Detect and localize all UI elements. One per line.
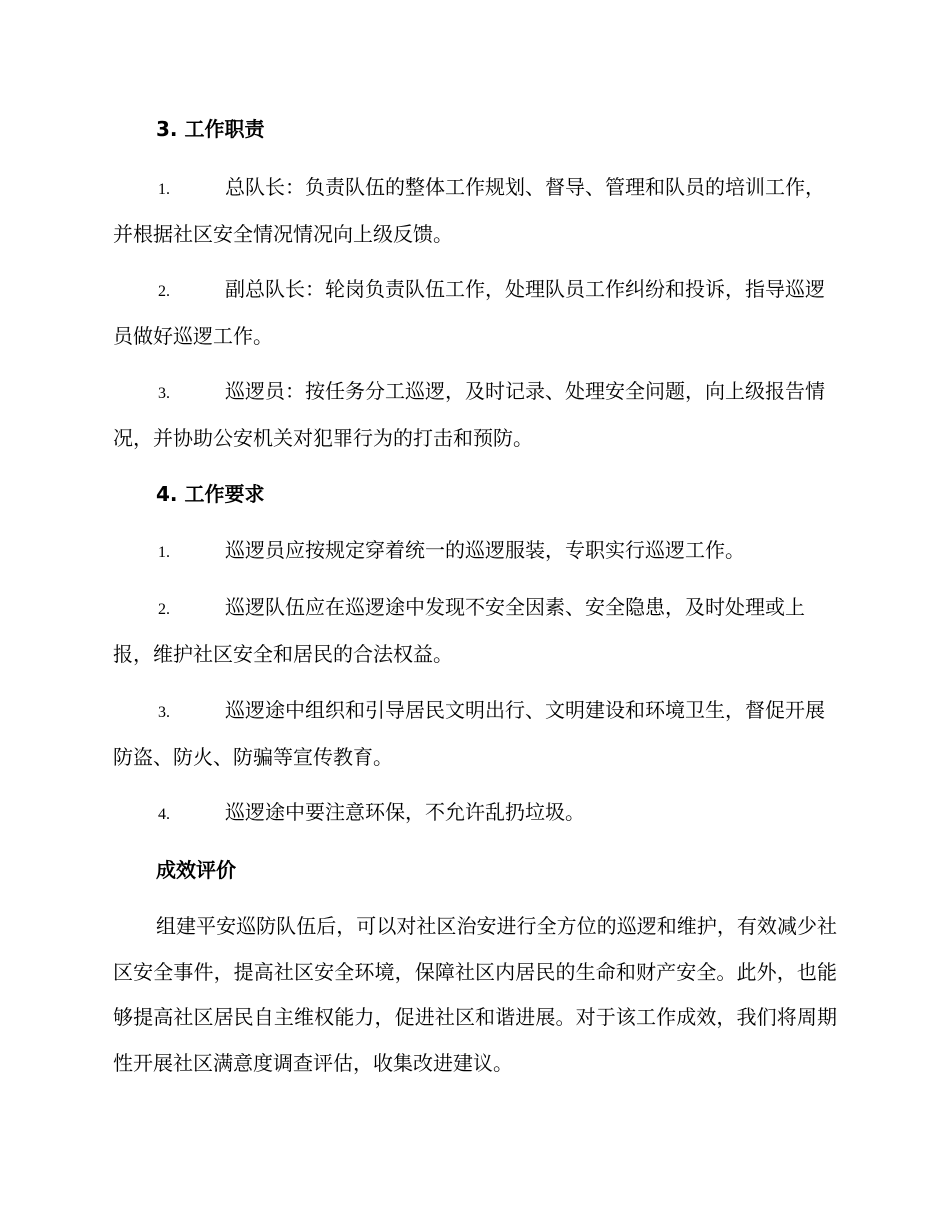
list-item-text: 总队长：负责队伍的整体工作规划、督导、管理和队员的培训工作，并根据社区安全情况情况向上级反馈。 xyxy=(113,175,825,246)
list-item xyxy=(113,267,837,359)
list-item-number: 1. xyxy=(158,544,170,561)
section-heading-requirements: 4. 工作要求 xyxy=(156,482,265,506)
list-item-text: 巡逻员应按规定穿着统一的巡逻服装，专职实行巡逻工作。 xyxy=(225,538,745,562)
section-heading-responsibilities: 3. 工作职责 xyxy=(156,117,265,141)
list-item-number: 4. xyxy=(158,806,170,823)
list-item-text: 巡逻员：按任务分工巡逻，及时记录、处理安全问题，向上级报告情况，并协助公安机关对犯罪行为的打击和预防。 xyxy=(113,379,825,450)
list-item xyxy=(113,369,837,461)
list-item xyxy=(113,790,837,837)
list-item xyxy=(113,165,837,257)
list-item xyxy=(113,528,837,575)
list-item-number: 1. xyxy=(158,181,170,198)
list-item-text: 巡逻途中要注意环保，不允许乱扔垃圾。 xyxy=(225,800,585,824)
list-item-number: 2. xyxy=(158,601,170,618)
list-item-text: 副总队长：轮岗负责队伍工作，处理队员工作纠纷和投诉，指导巡逻员做好巡逻工作。 xyxy=(113,277,825,348)
list-item xyxy=(113,688,837,780)
list-item xyxy=(113,585,837,677)
list-item-number: 3. xyxy=(158,385,170,402)
list-item-text: 巡逻途中组织和引导居民文明出行、文明建设和环境卫生，督促开展防盗、防火、防骗等宣传教育。 xyxy=(113,698,825,769)
list-item-text: 巡逻队伍应在巡逻途中发现不安全因素、安全隐患，及时处理或上报，维护社区安全和居民的合法权益。 xyxy=(113,595,805,666)
list-item-number: 3. xyxy=(158,704,170,721)
list-item-number: 2. xyxy=(158,283,170,300)
section-heading-evaluation: 成效评价 xyxy=(156,858,236,882)
evaluation-paragraph: 组建平安巡防队伍后，可以对社区治安进行全方位的巡逻和维护，有效减少社区安全事件，提高社区安全环境，保障社区内居民的生命和财产安全。此外，也能够提高社区居民自主维权能力，促进社区和谐进展。对于该工作成效，我们将周期性开展社区满意度调查评估，收集改进建议。 xyxy=(113,914,837,1075)
